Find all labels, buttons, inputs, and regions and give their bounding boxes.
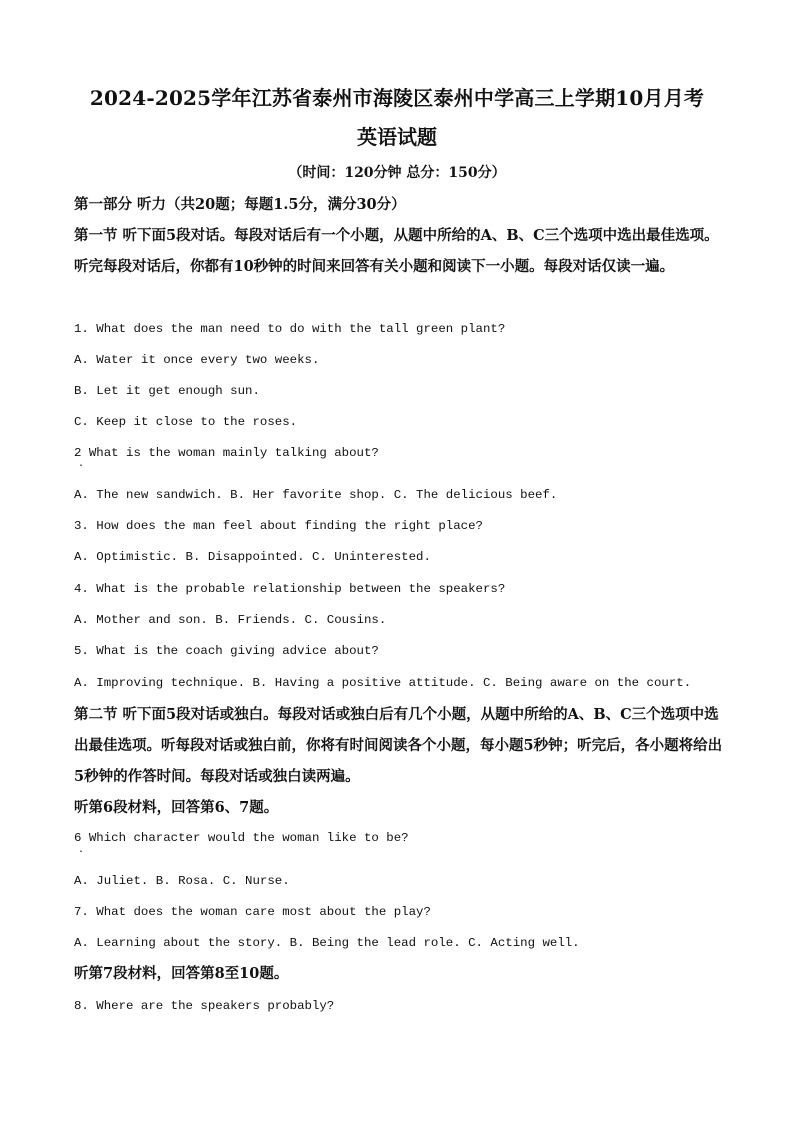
question-4: 4. What is the probable relationship between the speakers? xyxy=(74,582,506,596)
question-8: 8. Where are the speakers probably? xyxy=(74,999,335,1013)
question-1-option-b: B. Let it get enough sun. xyxy=(74,384,260,398)
question-3: 3. How does the man feel about finding the right place? xyxy=(74,519,483,533)
question-1: 1. What does the man need to do with the tall green plant? xyxy=(74,322,506,336)
question-6-options: A. Juliet. B. Rosa. C. Nurse. xyxy=(74,874,290,888)
exam-title-line1: 2024-2025学年江苏省泰州市海陵区泰州中学高三上学期10月月考 xyxy=(89,86,705,110)
question-7-options: A. Learning about the story. B. Being the lead role. C. Acting well. xyxy=(74,936,580,950)
question-5-options: A. Improving technique. B. Having a positive attitude. C. Being aware on the court. xyxy=(74,676,692,690)
question-2-options: A. The new sandwich. B. Her favorite shop. C. The delicious beef. xyxy=(74,488,558,502)
question-4-options: A. Mother and son. B. Friends. C. Cousins. xyxy=(74,613,387,627)
question-5: 5. What is the coach giving advice about? xyxy=(74,644,379,658)
question-7: 7. What does the woman care most about the play? xyxy=(74,905,431,919)
question-3-options: A. Optimistic. B. Disappointed. C. Uninterested. xyxy=(74,550,431,564)
exam-time-info: （时间：120分钟 总分：150分） xyxy=(288,165,506,181)
material-7-heading: 听第7段材料，回答第8至10题。 xyxy=(74,965,289,982)
question-1-option-a: A. Water it once every two weeks. xyxy=(74,353,320,367)
question-2: 2 What is the woman mainly talking about? xyxy=(74,446,379,460)
stray-dot-mark: . xyxy=(78,845,85,856)
part1-heading: 第一部分 听力（共20题；每题1.5分，满分30分） xyxy=(74,196,406,213)
question-6: 6 Which character would the woman like to be? xyxy=(74,831,409,845)
question-1-option-c: C. Keep it close to the roses. xyxy=(74,415,298,429)
material-6-heading: 听第6段材料，回答第6、7题。 xyxy=(74,799,279,816)
section2-instructions: 第二节 听下面5段对话或独白。每段对话或独白后有几个小题，从题中所给的A、B、C三个选项中选出最佳选项。听每段对话或独白前，你将有时间阅读各个小题，每小题5秒钟；听完后，各小题将给出5秒钟的作答时间。每段对话或独白读两遍。 xyxy=(74,706,723,785)
section1-instructions: 第一节 听下面5段对话。每段对话后有一个小题，从题中所给的A、B、C三个选项中选出最佳选项。听完每段对话后，你都有10秒钟的时间来回答有关小题和阅读下一小题。每段对话仅读一遍。 xyxy=(74,227,719,275)
exam-title-line2: 英语试题 xyxy=(357,125,437,149)
stray-dot-mark: . xyxy=(78,459,85,470)
